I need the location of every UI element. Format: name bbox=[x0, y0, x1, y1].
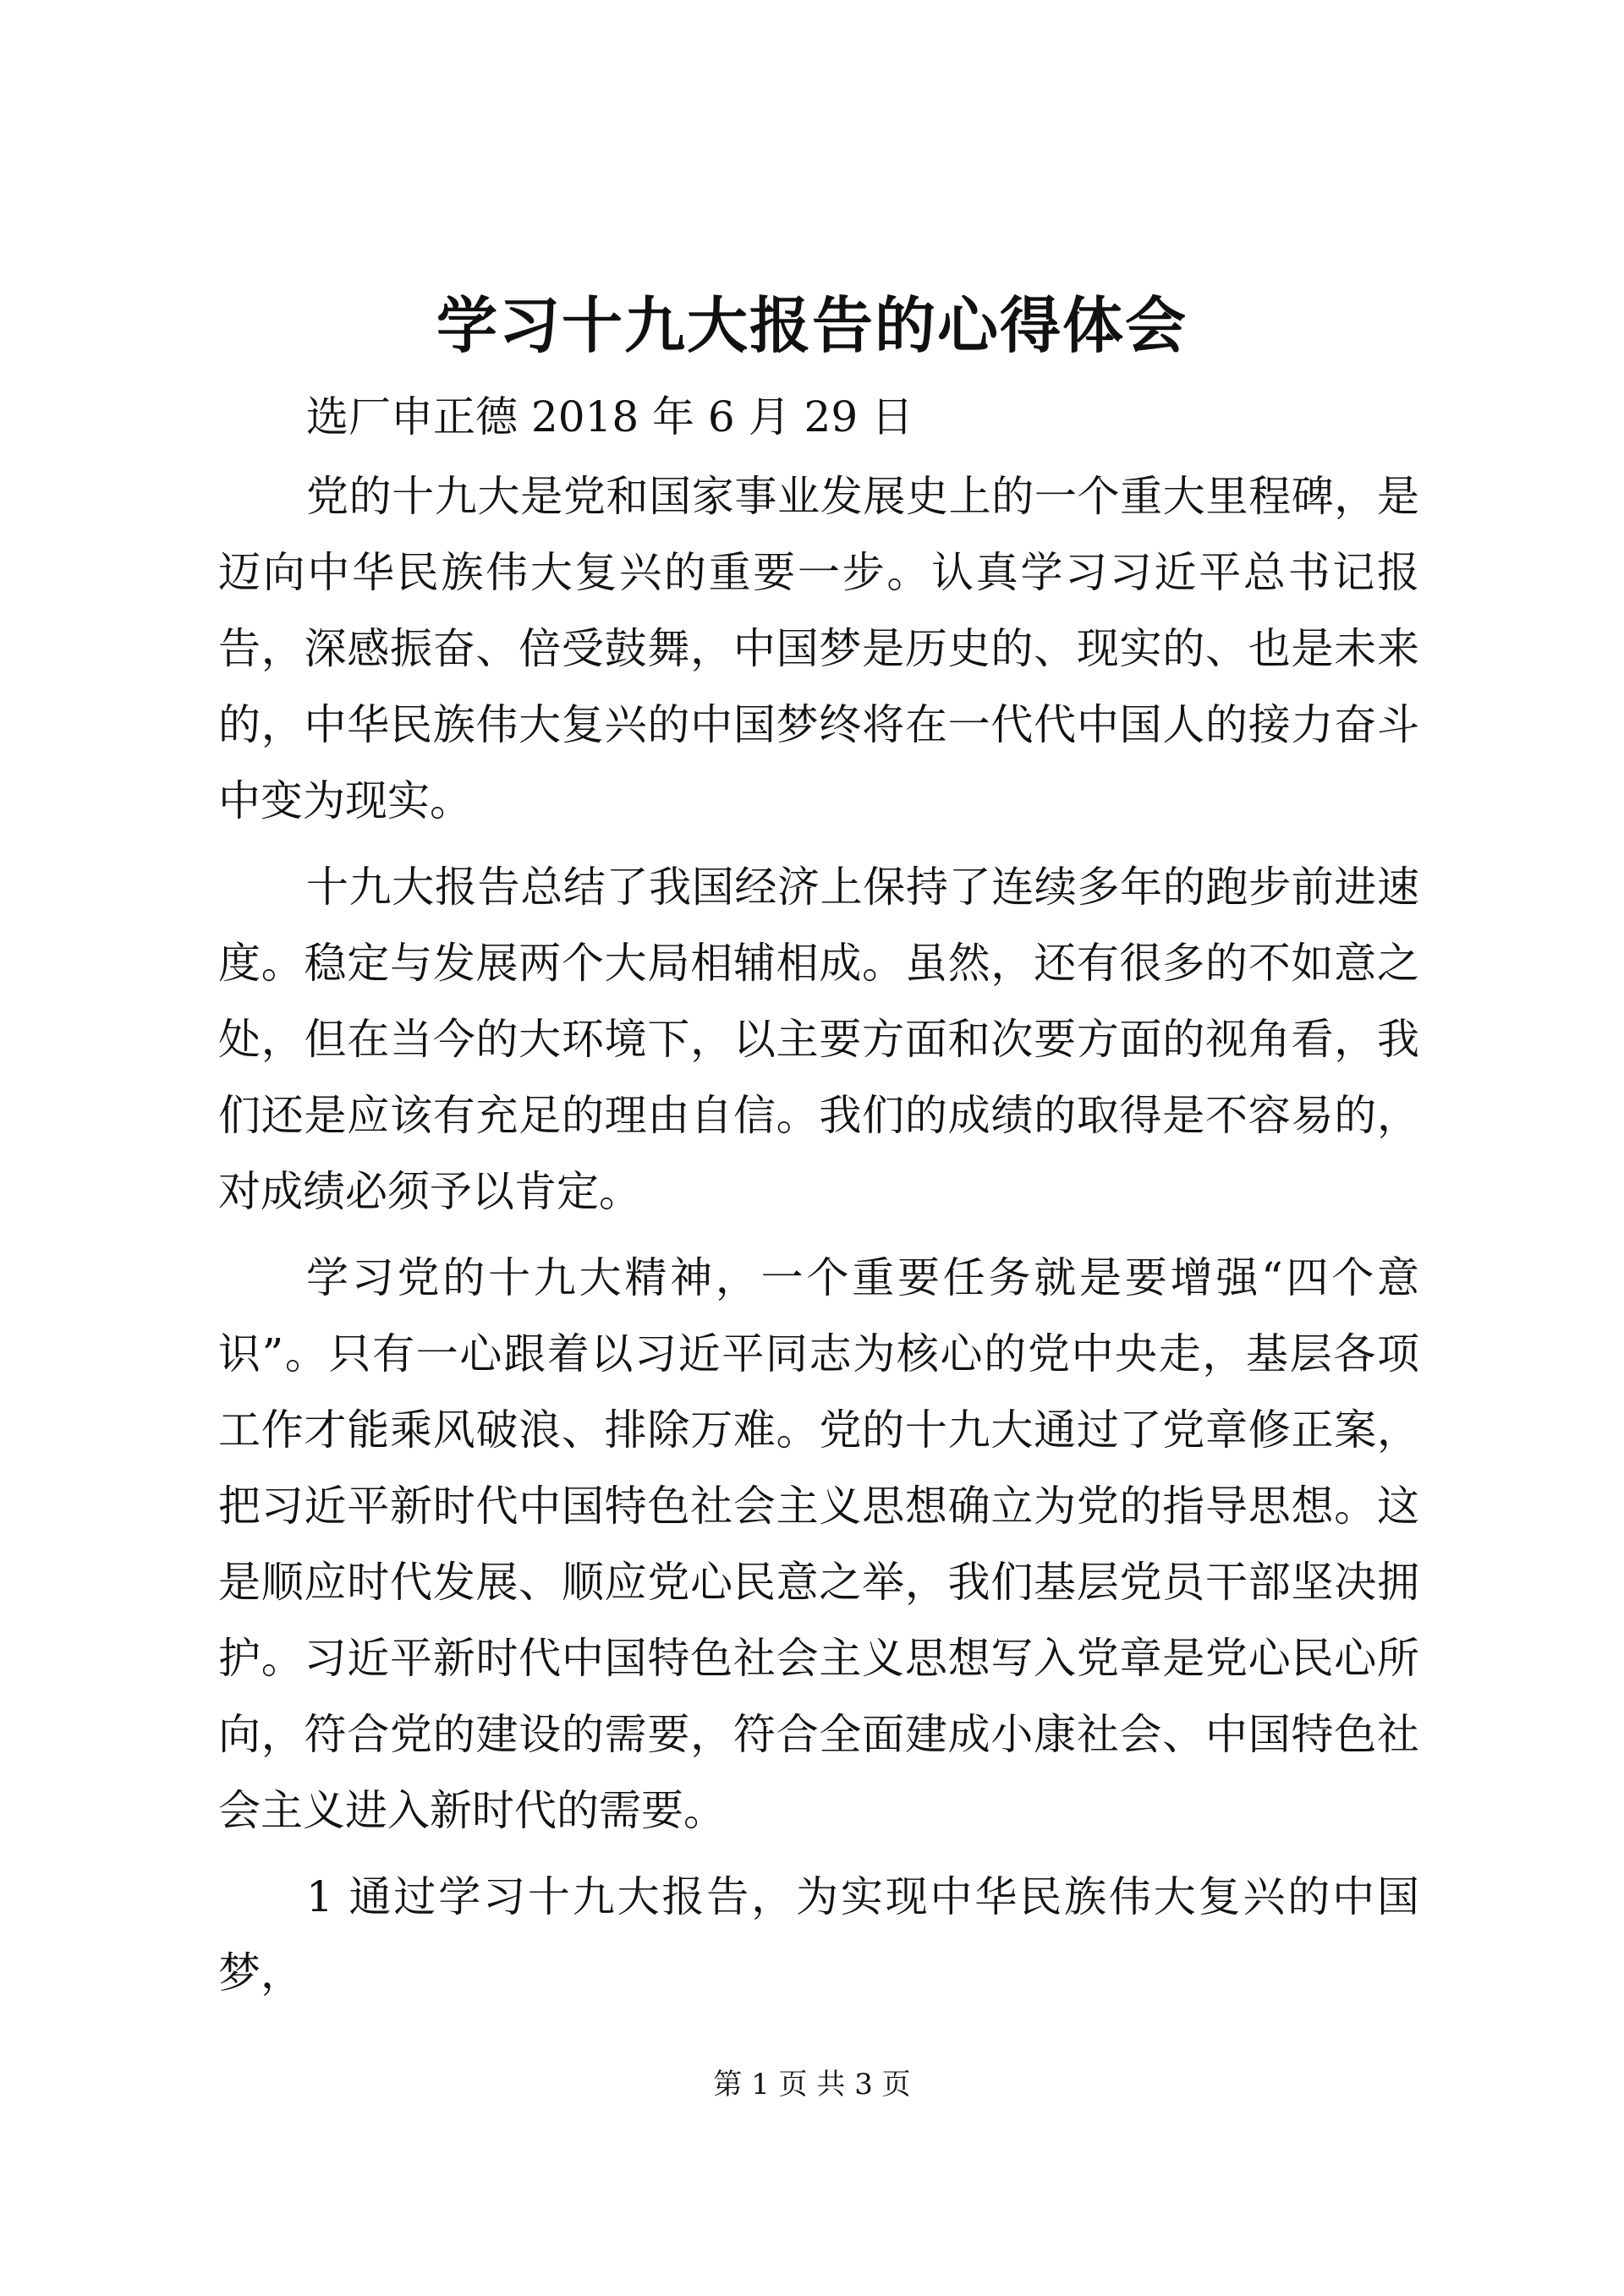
paragraph-2: 十九大报告总结了我国经济上保持了连续多年的跑步前进速度。稳定与发展两个大局相辅相成。虽然，还有很多的不如意之处，但在当今的大环境下，以主要方面和次要方面的视角看，我们还是应该有充足的理由自信。我们的成绩的取得是不容易的，对成绩必须予以肯定。 bbox=[218, 863, 1419, 1216]
paragraph-4: 1 通过学习十九大报告，为实现中华民族伟大复兴的中国梦， bbox=[218, 1872, 1419, 1997]
paragraph-1: 党的十九大是党和国家事业发展史上的一个重大里程碑，是迈向中华民族伟大复兴的重要一步。认真学习习近平总书记报告，深感振奋、倍受鼓舞，中国梦是历史的、现实的、也是未来的，中华民族伟大复兴的中国梦终将在一代代中国人的接力奋斗中变为现实。 bbox=[218, 472, 1419, 825]
document-title: 学习十九大报告的心得体会 bbox=[436, 289, 1188, 361]
author-date-line: 选厂申正德 2018 年 6 月 29 日 bbox=[306, 392, 914, 441]
page-footer: 第 1 页 共 3 页 bbox=[713, 2068, 911, 2101]
document-body bbox=[218, 379, 1419, 2021]
paragraph-3: 学习党的十九大精神，一个重要任务就是要增强“四个意识”。只有一心跟着以习近平同志为核心的党中央走，基层各项工作才能乘风破浪、排除万难。党的十九大通过了党章修正案，把习近平新时代中国特色社会主义思想确立为党的指导思想。这是顺应时代发展、顺应党心民意之举，我们基层党员干部坚决拥护。习近平新时代中国特色社会主义思想写入党章是党心民心所向，符合党的建设的需要，符合全面建成小康社会、中国特色社会主义进入新时代的需要。 bbox=[218, 1253, 1419, 1835]
